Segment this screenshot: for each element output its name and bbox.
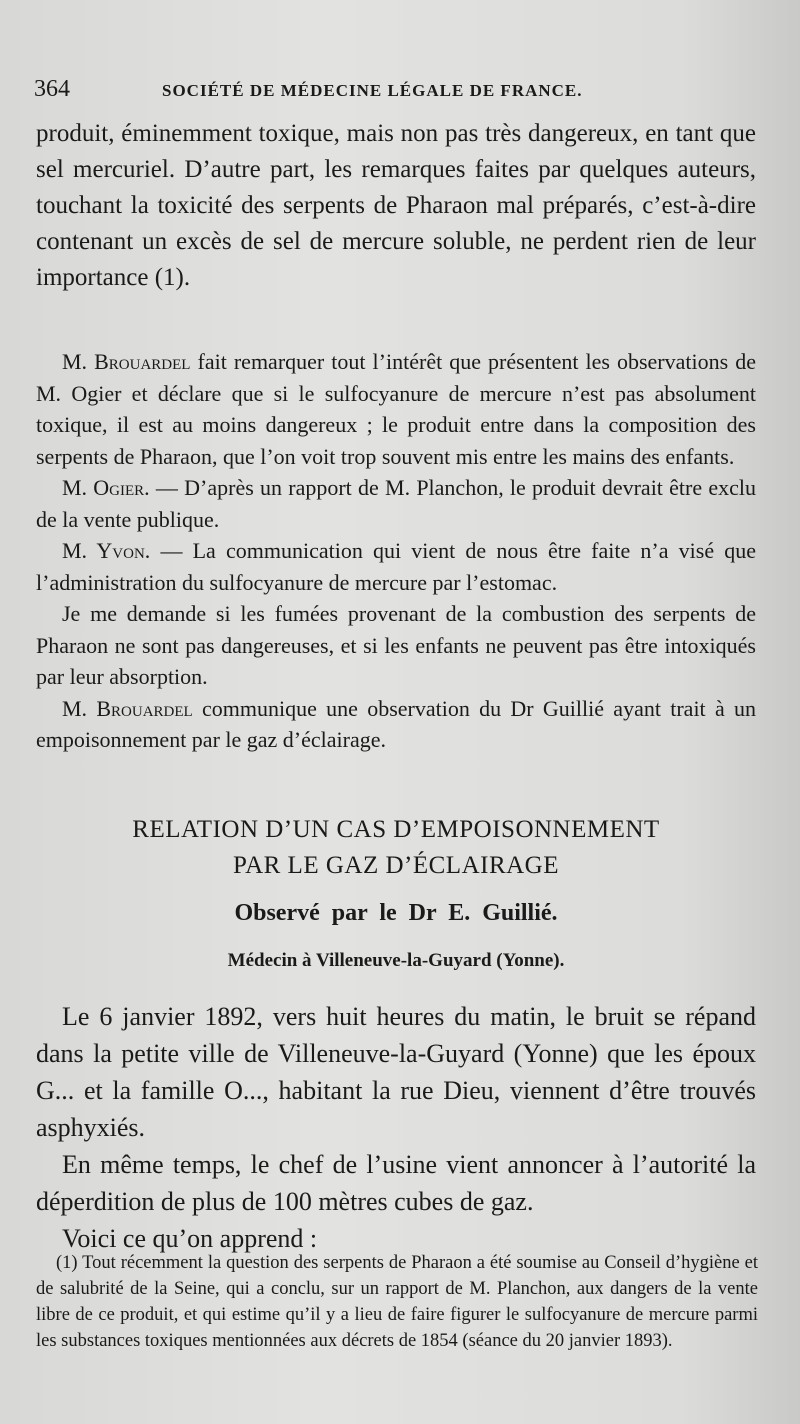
speaker-name: M. Brouardel: [62, 349, 191, 374]
speaker-name: M. Ogier.: [62, 475, 150, 500]
footnote: [36, 1250, 758, 1354]
discussion-section: [36, 346, 756, 756]
article-title-line-1: RELATION D’UN CAS D’EMPOISONNEMENT: [132, 816, 660, 843]
remark-text: communique une observation du Dr Guillié ayant trait à un empoisonnement par le gaz d’éclairage.: [36, 695, 757, 752]
remark-text: fait remarquer tout l’intérêt que présentent les observations de M. Ogier et déclare que si le sulfocyanure de mercure n’est pas absolument toxique, il est au moins dangereux ; le produit entre dans la composition des serpents de Pharaon, que l’on voit trop souvent mis entre les mains des enfants.: [36, 349, 756, 469]
article-paragraph: Voici ce qu’on apprend :: [62, 1224, 318, 1253]
article-paragraph: En même temps, le chef de l’usine vient annoncer à l’autorité la déperdition de plus de 100 mètres cubes de gaz.: [36, 1150, 756, 1216]
author-affiliation: Médecin à Villeneuve-la-Guyard (Yonne).: [227, 950, 565, 971]
brouardel-communication: [36, 693, 756, 756]
article-paragraph: Le 6 janvier 1892, vers huit heures du matin, le bruit se répand dans la petite ville de Villeneuve-la-Guyard (Yonne) que les époux G... et la famille O..., habitant la rue Dieu, viennent d’être trouvés asphyxiés.: [36, 1002, 756, 1142]
article-body: [36, 998, 756, 1257]
ogier-remark: [36, 472, 756, 535]
remark-text: — D’après un rapport de M. Planchon, le produit devrait être exclu de la vente publique.: [36, 475, 756, 532]
yvon-remark-continued: Je me demande si les fumées provenant de la combustion des serpents de Pharaon ne sont pas dangereuses, et si les enfants ne peuvent pas être intoxiqués par leur absorption.: [36, 601, 756, 689]
speaker-name: M. Yvon.: [62, 538, 151, 563]
article-byline: Observé par le Dr E. Guillié.: [234, 900, 558, 926]
brouardel-remark: [36, 346, 756, 472]
paragraph-text: produit, éminemment toxique, mais non pas très dangereux, en tant que sel mercuriel. D’autre part, les remarques faites par quelques auteurs, touchant la toxicité des serpents de Pharaon mal préparés, c’est-à-dire contenant un excès de sel de mercure soluble, ne perdent rien de leur importance (1).: [36, 120, 756, 291]
article-title-line-2: PAR LE GAZ D’ÉCLAIRAGE: [232, 852, 560, 879]
page-header: [34, 76, 760, 106]
page-number: 364: [34, 76, 70, 102]
remark-text: — La communication qui vient de nous être faite n’a visé que l’administration du sulfocyanure de mercure par l’estomac.: [36, 538, 756, 595]
footnote-text: (1) Tout récemment la question des serpents de Pharaon a été soumise au Conseil d’hygiène et de salubrité de la Seine, qui a conclu, sur un rapport de M. Planchon, aux dangers de la vente libre de ce produit, et qui estime qu’il y a lieu de faire figurer le sulfocyanure de mercure parmi les substances toxiques mentionnées aux décrets de 1854 (séance du 20 janvier 1893).: [36, 1253, 758, 1351]
yvon-remark: [36, 535, 756, 598]
continued-paragraph: [36, 116, 756, 296]
speaker-name: M. Brouardel: [62, 695, 193, 721]
running-title: SOCIÉTÉ DE MÉDECINE LÉGALE DE FRANCE.: [162, 81, 583, 100]
